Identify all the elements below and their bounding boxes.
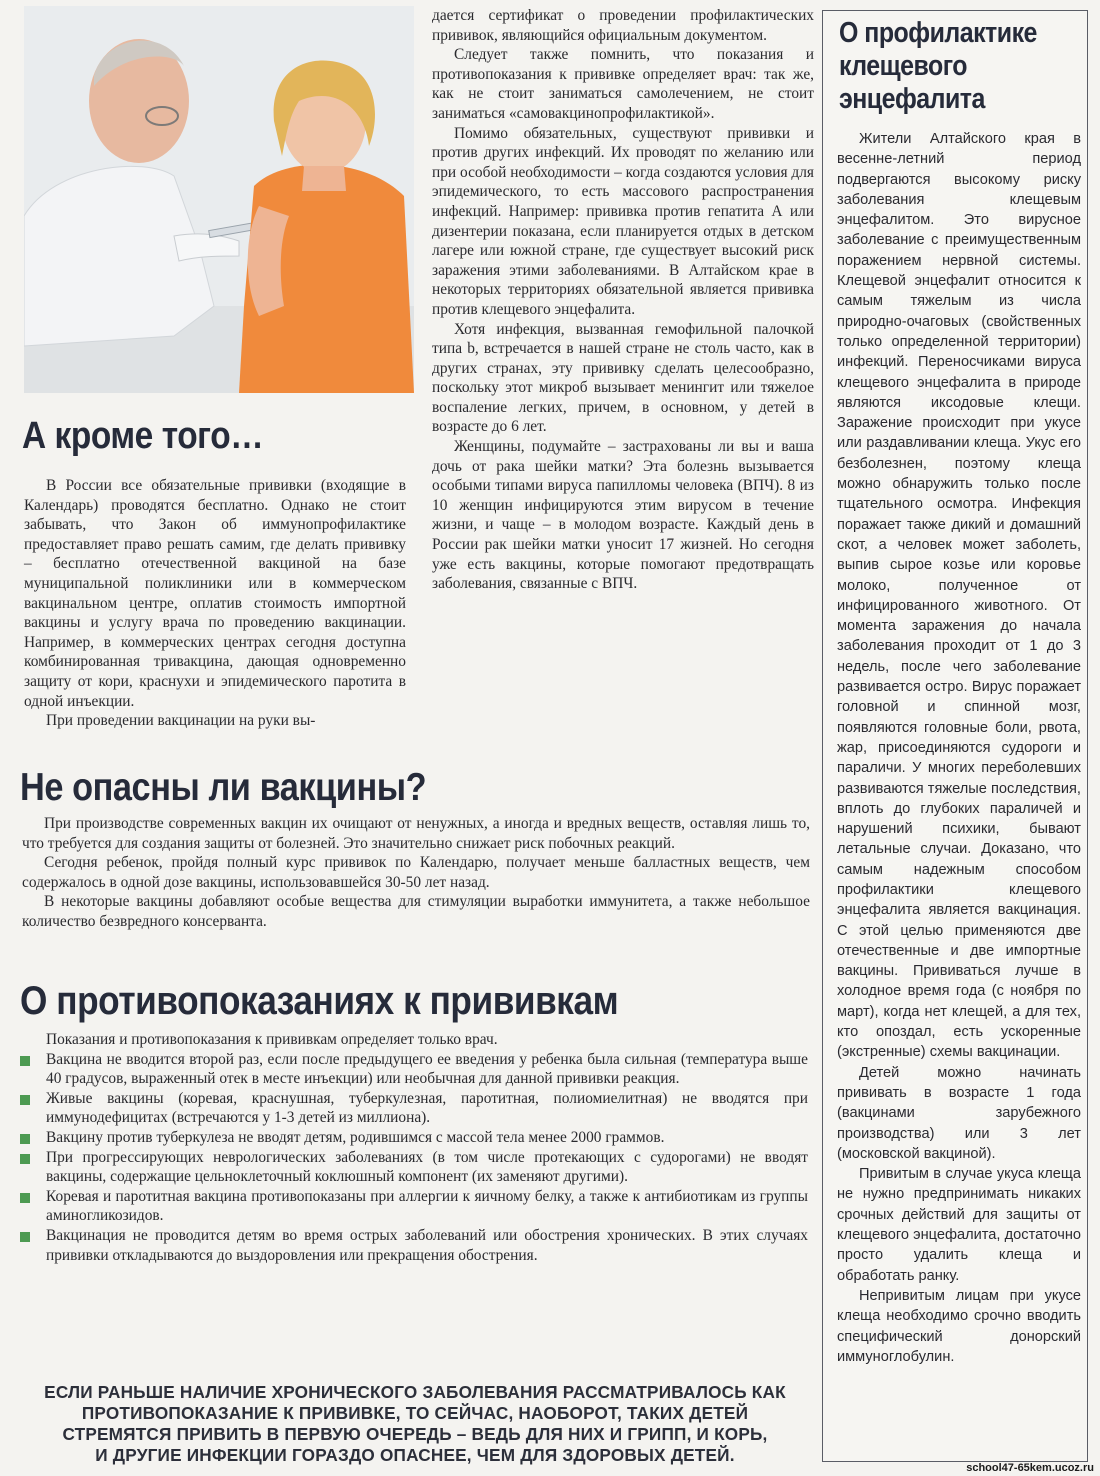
paragraph: Хотя инфекция, вызванная гемофильной палочкой типа b, встречается в нашей стране не столь часто, как в других странах, эту прививку сделать целесообразно, поскольку этот микроб вызывает менингит или тяжелое воспаление легких, причем, в основном, у детей в возрасте до 6 лет. <box>432 320 814 436</box>
paragraph: Непривитым лицам при укусе клеща необходимо срочно вводить специфический донорский иммуноглобулин. <box>837 1287 1081 1365</box>
paragraph: Детей можно начинать прививать в возрасте 1 года (вакцинами зарубежного производства) или 3 лет (московской вакциной). <box>837 1064 1081 1162</box>
bullet-square-icon <box>20 1232 30 1242</box>
paragraph: Сегодня ребенок, пройдя полный курс прививок по Календарю, получает меньше балластных веществ, чем содержалось в одной дозе вакцины, использовавшейся 30-50 лет назад. <box>22 854 810 891</box>
section-krome-body <box>24 476 406 731</box>
contraindication-list <box>20 1050 808 1266</box>
list-item: Коревая и паротитная вакцина противопоказаны при аллергии к яичному белку, а также к антибиотикам из группы аминогликозидов. <box>46 1187 808 1226</box>
list-item: Живые вакцины (коревая, краснушная, туберкулезная, паротитная, полиомиелитная) не вводятся при иммунодефицитах (встречаются у 1-3 детей из миллиона). <box>46 1089 808 1128</box>
vaccination-photo <box>24 6 414 393</box>
paragraph: Женщины, подумайте – застрахованы ли вы и ваша дочь от рака шейки матки? Эта болезнь вызывается особыми типами вируса папилломы человека (ВПЧ). 8 из 10 женщин инфицируются этим вирусом в течение жизни, и чаще – в молодом возрасте. Каждый день в России рак шейки матки уносит 17 жизней. Но сегодня уже есть вакцины, которые помогают предотвращать заболевания, связанные с ВПЧ. <box>432 438 814 593</box>
paragraph: В России все обязательные прививки (входящие в Календарь) проводятся бесплатно. Однако не стоит забывать, что Закон об иммунопрофилактике предоставляет право решать самим, где делать прививку – бесплатно отечественной вакциной на базе муниципальной поликлиники или в коммерческом вакцинальном центре, оплатив стоимость импортной вакцины и услугу врача по проведению вакцинации. Например, в коммерческих центрах сегодня доступна комбинированная тривакцина, дающая одновременно защиту от кори, краснухи и эпидемического паротита в одной инъекции. <box>24 477 406 710</box>
bullet-square-icon <box>20 1134 30 1144</box>
sidebar-title: О профилактике клещевого энцефалита <box>839 17 1037 115</box>
heading-vaccines-safe: Не опасны ли вакцины? <box>20 766 427 809</box>
list-item: Вакцина не вводится второй раз, если после предыдущего ее введения у ребенка была сильная (температура выше 40 градусов, выраженный отек в месте инъекции) или необычная для данной прививки реакция. <box>46 1050 808 1089</box>
heading-contraindications: О противопоказаниях к прививкам <box>20 979 619 1023</box>
paragraph: При проведении вакцинации на руки вы- <box>46 712 316 730</box>
paragraph: Помимо обязательных, существуют прививки и против других инфекций. Их проводят по желанию или при особой необходимости – когда создаются условия для эпидемического, то есть массового распространения инфекций. Например: прививка против гепатита А или дизентерии показана, если планируется отдых в детском лагере или южной стране, где существует высокий риск заражения этими заболеваниями. В Алтайском крае в некоторых территориях обязательной является прививка против клещевого энцефалита. <box>432 124 814 318</box>
list-item: При прогрессирующих неврологических заболеваниях (в том числе протекающих с судорогами) не вводят вакцины, содержащие цельноклеточный коклюшный компонент (их заменяют другими). <box>46 1148 808 1187</box>
heading-krome-togo: А кроме того… <box>22 415 264 457</box>
section-contra-body <box>20 1030 808 1265</box>
bullet-square-icon <box>20 1056 30 1066</box>
paragraph: В некоторые вакцины добавляют особые вещества для стимуляции выработки иммунитета, а также небольшое количество безвредного консерванта. <box>22 893 810 930</box>
sidebar-body <box>837 129 1081 1367</box>
callout-box <box>20 1382 810 1466</box>
sidebar-tick-encephalitis <box>822 10 1088 1462</box>
paragraph: Жители Алтайского края в весенне-летний период подвергаются высокому риску заболевания клещевым энцефалитом. Это вирусное заболевание с преимущественным поражением нервной системы. Клещевой энцефалит относится к самым тяжелым из числа природно-очаговых (свойственных только определенной территории) инфекций. Переносчиками вируса клещевого энцефалита в природе являются иксодовые клещи. Заражение происходит при укусе или раздавливании клеща. Укус его безболезнен, поэтому клеща можно обнаружить только после тщательного осмотра. Инфекция поражает также дикий и домашний скот, а человек может заболеть, выпив сырое козье или коровье молоко, полученное от инфицированного животного. От момента заражения до начала заболевания проходит от 1 до 3 недель, после чего заболевание развивается остро. Вирус поражает головной и спинной мозг, появляются головные боли, рвота, жар, присоединяются судороги и параличи. У многих переболевших развиваются тяжелые последствия, вплоть до глубоких параличей и нарушений психики, бывают летальные случаи. Доказано, что самым надежным способом профилактики клещевого энцефалита является вакцинация. С этой целью применяются две отечественные и две импортные вакцины. Прививаться лучше в холодное время года (с ноября по март), когда нет клещей, а для тех, кто опоздал, есть ускоренные (экстренные) схемы вакцинации. <box>837 131 1081 1061</box>
list-item: Вакцину против туберкулеза не вводят детям, родившимся с массой тела менее 2000 граммов. <box>46 1128 808 1148</box>
photo-illustration <box>24 6 414 393</box>
paragraph-intro: Показания и противопоказания к прививкам определяет только врач. <box>46 1031 498 1048</box>
paragraph: Следует также помнить, что показания и противопоказания к прививке определяет врач: так же, как не стоит заниматься самолечением, не стоит заниматься «самовакцинопрофилактикой». <box>432 46 814 122</box>
section-opasny-body <box>22 814 810 932</box>
paragraph: дается сертификат о проведении профилактических прививок, являющийся официальным документом. <box>432 7 814 44</box>
paragraph: Привитым в случае укуса клеща не нужно предпринимать никаких срочных действий для защиты от клещевого энцефалита, достаточно просто удалить клеща и обработать ранку. <box>837 1166 1081 1284</box>
bullet-square-icon <box>20 1095 30 1105</box>
column-top-middle <box>432 6 814 594</box>
callout-text: ЕСЛИ РАНЬШЕ НАЛИЧИЕ ХРОНИЧЕСКОГО ЗАБОЛЕВАНИЯ РАССМАТРИВАЛОСЬ КАК ПРОТИВОПОКАЗАНИЕ К ПРИВИВКЕ, ТО СЕЙЧАС, НАОБОРОТ, ТАКИХ ДЕТЕЙ СТРЕМЯТСЯ ПРИВИТЬ В ПЕРВУЮ ОЧЕРЕДЬ – ВЕДЬ ДЛЯ НИХ И ГРИПП, И КОРЬ, И ДРУГИЕ ИНФЕКЦИИ ГОРАЗДО ОПАСНЕЕ, ЧЕМ ДЛЯ ЗДОРОВЫХ ДЕТЕЙ. <box>44 1382 786 1465</box>
paragraph: При производстве современных вакцин их очищают от ненужных, а иногда и вредных веществ, оставляя лишь то, что требуется для создания защиты от болезней. Это значительно снижает риск побочных реакций. <box>22 815 810 852</box>
bullet-square-icon <box>20 1154 30 1164</box>
site-watermark: school47-65kem.ucoz.ru <box>966 1462 1094 1474</box>
bullet-square-icon <box>20 1193 30 1203</box>
list-item: Вакцинация не проводится детям во время острых заболеваний или обострения хронических. В этих случаях прививки откладываются до выздоровления или прекращения обострения. <box>46 1226 808 1265</box>
